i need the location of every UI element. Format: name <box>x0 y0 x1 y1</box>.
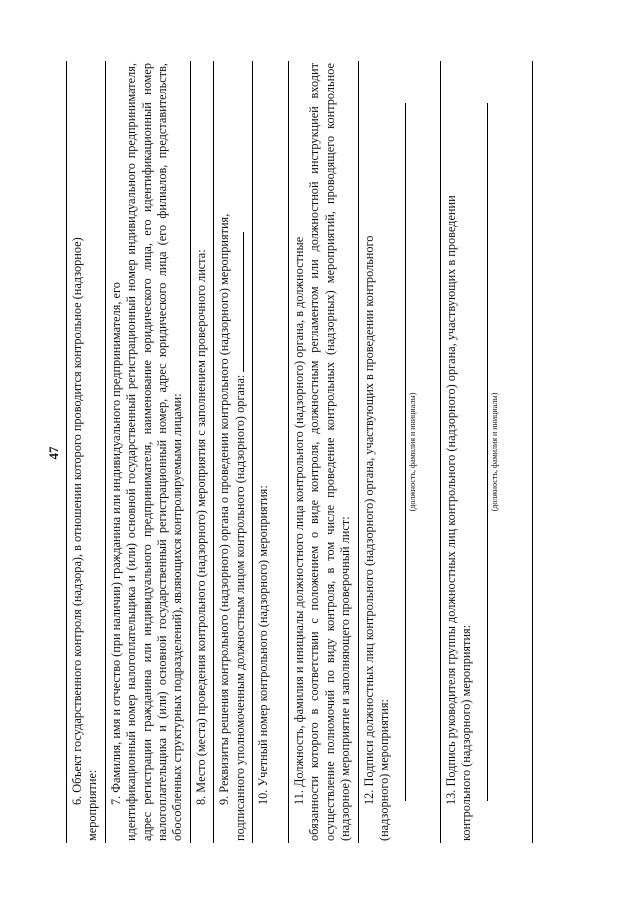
page-number: 47 <box>46 446 61 460</box>
item-12-rest: (надзорного) мероприятия: <box>377 699 392 841</box>
item-7-first-line: 7. Фамилия, имя и отчество (при наличии) гражданина или индивидуального предпринимателя, его <box>108 282 123 805</box>
item-13-signature-area <box>475 63 509 841</box>
table-row-item-11 <box>289 61 359 843</box>
item-6-first-line: 6. Объект государственного контроля (надзора), в отношении которого проводится контрольное (надзорное) <box>70 237 84 805</box>
item-7-rest: идентификационный номер налогоплательщика и (или) основной государственный регистрационный номер индивидуального предпринимателя, адрес регистрации гражданина или индивидуального предпринимателя, наименование юридического лица, его идентификационный номер налогоплательщика и (или) основной государственный регистрационный номер, адрес юридического лица (его филиалов, представительств, обособленных структурных подразделений), являющихся контролируемыми лицами: <box>124 63 185 841</box>
item-6-text <box>70 63 101 841</box>
item-9-rest: подписанного уполномоченным должностным лицом контрольного (надзорного) органа: <box>232 374 247 841</box>
item-11-rest: обязанности которого в соответствии с положением о виде контроля, должностным регламентом или должностной инструкцией входит осуществление полномочий по виду контроля, в том числе проведение контрольных (надзорных) мероприятий, проводящего контрольное (надзорное) мероприятие и заполняющего проверочный лист: <box>307 63 353 841</box>
item-10-first-line: 10. Учетный номер контрольного (надзорного) мероприятия: <box>256 485 271 805</box>
table-row-item-10 <box>253 61 289 843</box>
item-11-first-line: 11. Должность, фамилия и инициалы должностного лица контрольного (надзорного) органа, в должностные <box>292 236 307 805</box>
checklist-table <box>66 61 533 843</box>
item-12-first-line: 12. Подписи должностных лиц контрольного (надзорного) органа, участвующих в проведении контрольного <box>361 235 376 805</box>
item-13-text <box>444 63 475 841</box>
item-8-first-line: 8. Место (места) проведения контрольного (надзорного) мероприятия с заполнением проверочного листа: <box>193 249 208 805</box>
item-8-text <box>194 63 209 841</box>
item-12-signature-caption: (должность, фамилия и инициалы) <box>407 392 417 512</box>
table-row-item-7 <box>106 61 191 843</box>
item-13-signature-line <box>487 103 488 801</box>
table-row-item-8 <box>191 61 214 843</box>
item-10-text <box>256 63 271 841</box>
table-row-item-6 <box>67 61 106 843</box>
item-9-text <box>217 63 248 841</box>
table-row-item-12 <box>359 61 441 843</box>
item-13-rest: контрольного (надзорного) мероприятия: <box>459 624 474 841</box>
item-12-signature-area <box>393 63 427 841</box>
item-12-signature-line <box>405 103 406 801</box>
item-13-first-line: 13. Подпись руководителя группы должностных лиц контрольного (надзорного) органа, участвующих в проведении <box>443 195 458 805</box>
item-7-text <box>109 63 186 841</box>
table-row-item-13 <box>441 61 533 843</box>
item-9-first-line: 9. Реквизиты решения контрольного (надзорного) органа о проведении контрольного (надзорного) мероприятия, <box>217 213 232 805</box>
item-6-rest: мероприятие: <box>85 769 100 841</box>
item-13-signature-caption: (должность, фамилия и инициалы) <box>489 392 499 512</box>
table-row-item-9 <box>214 61 253 843</box>
item-11-text <box>292 63 354 841</box>
item-9-fill-line <box>233 232 244 372</box>
item-12-text <box>362 63 393 841</box>
